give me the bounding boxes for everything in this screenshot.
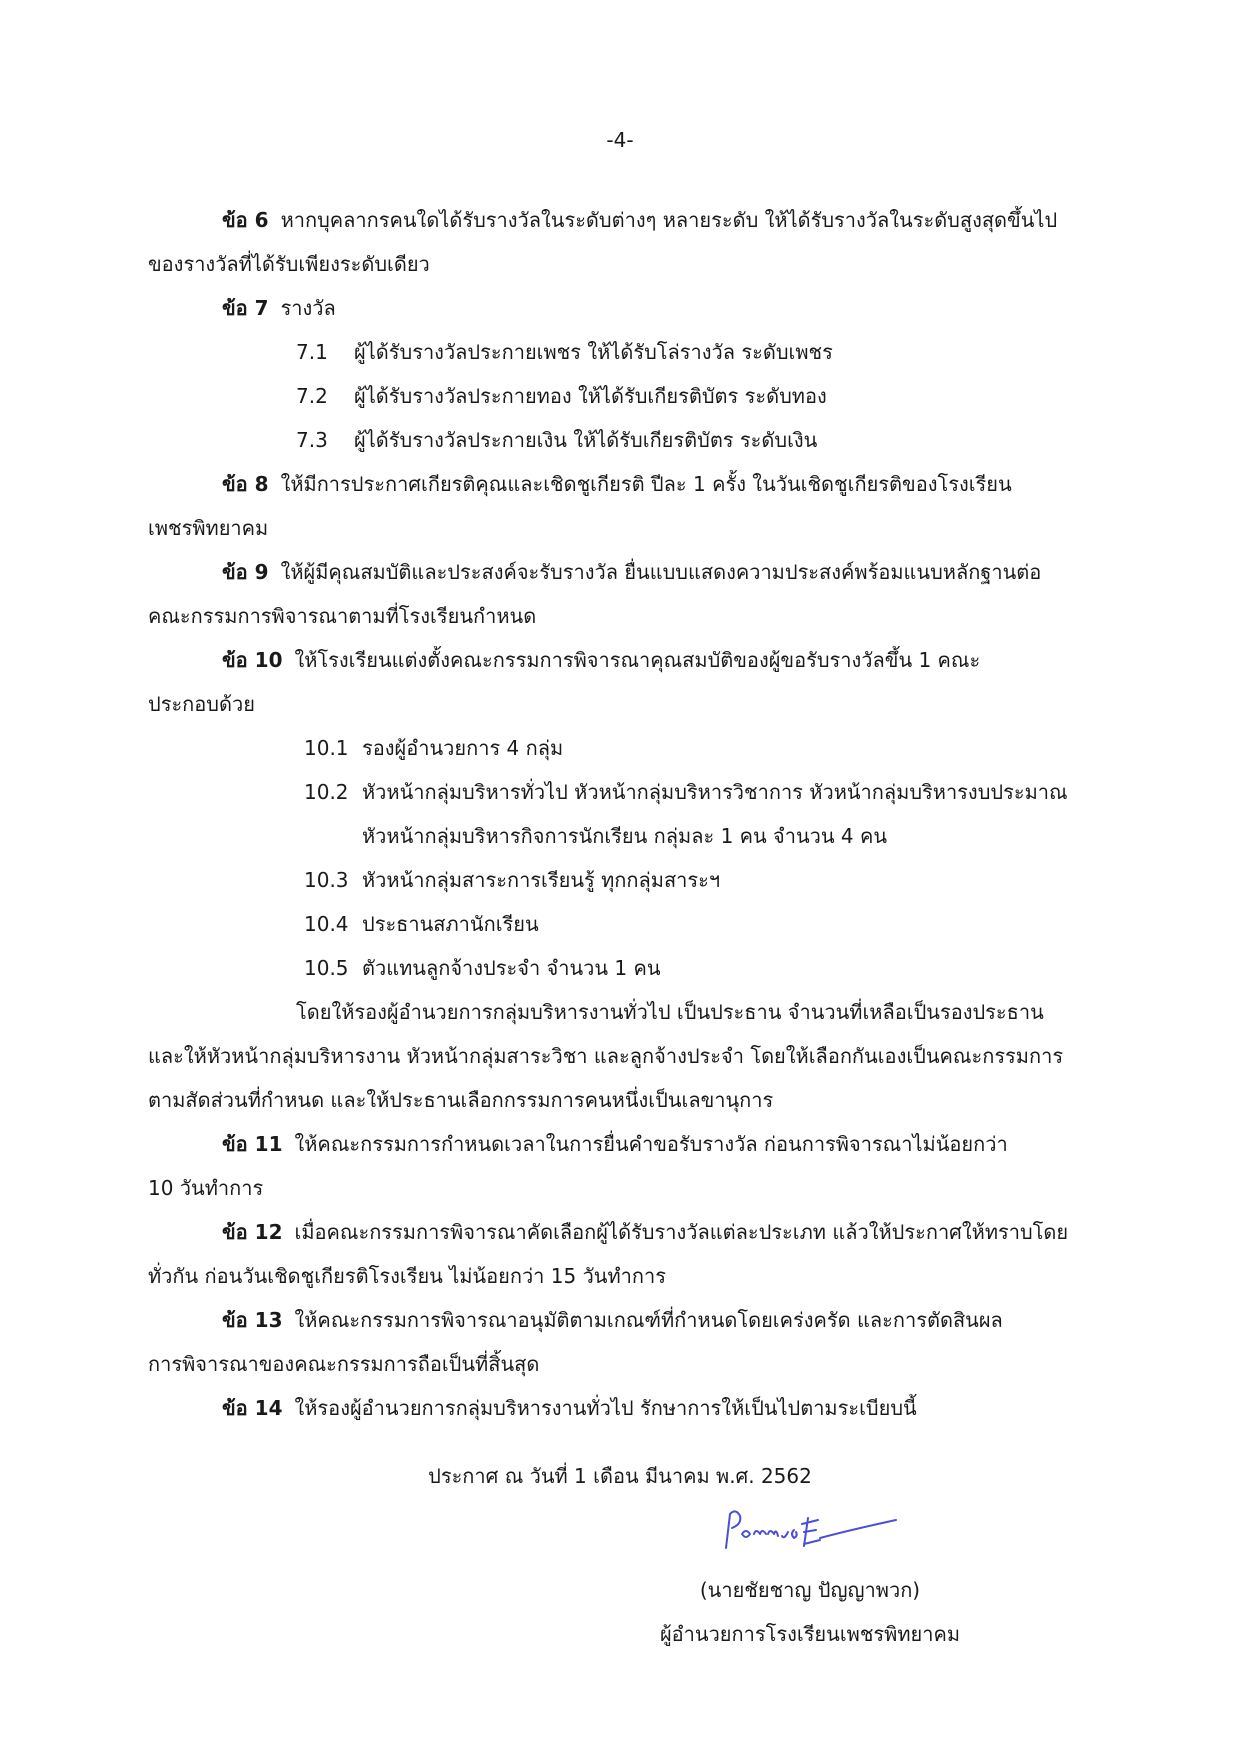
clause-14-text: ให้รองผู้อำนวยการกลุ่มบริหารงานทั่วไป รักษาการให้เป็นไปตามระเบียบนี้ (294, 1396, 917, 1420)
handwritten-signature (720, 1500, 900, 1560)
clause-7-number: ข้อ 7 (222, 296, 269, 320)
signer-name: (นายชัยชาญ ปัญญาพวก) (699, 1578, 921, 1602)
clause-8-text: ให้มีการประกาศเกียรติคุณและเชิดชูเกียรติ ปีละ 1 ครั้ง ในวันเชิดชูเกียรติของโรงเรียน (280, 472, 1012, 496)
item-number: 7.3 (296, 428, 328, 452)
page-number: -4- (606, 128, 634, 152)
clause-11-line-1 (222, 1130, 1008, 1158)
clause-8-number: ข้อ 8 (222, 472, 269, 496)
item-number: 10.3 (304, 868, 349, 892)
clause-10-text: ให้โรงเรียนแต่งตั้งคณะกรรมการพิจารณาคุณสมบัติของผู้ขอรับรางวัลขึ้น 1 คณะ (294, 648, 981, 672)
clause-10-number: ข้อ 10 (222, 648, 283, 672)
item-text: หัวหน้ากลุ่มสาระการเรียนรู้ ทุกกลุ่มสาระฯ (362, 868, 721, 892)
signer-title: ผู้อำนวยการโรงเรียนเพชรพิทยาคม (659, 1622, 961, 1646)
item-text: ประธานสภานักเรียน (362, 912, 539, 936)
clause-7-item-2 (296, 382, 827, 410)
clause-13-text: ให้คณะกรรมการพิจารณาอนุมัติตามเกณฑ์ที่กำหนดโดยเคร่งครัด และการตัดสินผล (294, 1308, 1003, 1332)
item-number: 10.1 (304, 736, 349, 760)
item-text: ผู้ได้รับรางวัลประกายเพชร ให้ได้รับโล่รางวัล ระดับเพชร (354, 340, 833, 364)
item-text: หัวหน้ากลุ่มบริหารกิจการนักเรียน กลุ่มละ 1 คน จำนวน 4 คน (362, 824, 888, 848)
clause-7-line-1 (222, 294, 336, 322)
clause-13-line-2: การพิจารณาของคณะกรรมการถือเป็นที่สิ้นสุด (148, 1352, 540, 1376)
item-text: ตัวแทนลูกจ้างประจำ จำนวน 1 คน (362, 956, 661, 980)
clause-13-number: ข้อ 13 (222, 1308, 283, 1332)
clause-11-number: ข้อ 11 (222, 1132, 283, 1156)
clause-12-number: ข้อ 12 (222, 1220, 283, 1244)
clause-9-number: ข้อ 9 (222, 560, 269, 584)
clause-10-item-4 (304, 910, 539, 938)
clause-9-text: ให้ผู้มีคุณสมบัติและประสงค์จะรับรางวัล ยื่นแบบแสดงความประสงค์พร้อมแนบหลักฐานต่อ (280, 560, 1042, 584)
clause-10-item-1 (304, 734, 563, 762)
clause-10-item-2-cont (304, 822, 887, 850)
clause-6-text: หากบุคลากรคนใดได้รับรางวัลในระดับต่างๆ หลายระดับ ให้ได้รับรางวัลในระดับสูงสุดขึ้นไป (280, 208, 1058, 232)
clause-10-paragraph-line-3: ตามสัดส่วนที่กำหนด และให้ประธานเลือกกรรมการคนหนึ่งเป็นเลขานุการ (148, 1088, 774, 1112)
clause-7-item-1 (296, 338, 833, 366)
item-number: 7.2 (296, 384, 328, 408)
clause-10-item-2 (304, 778, 1068, 806)
clause-14-line-1 (222, 1394, 917, 1422)
item-text: ผู้ได้รับรางวัลประกายเงิน ให้ได้รับเกียรติบัตร ระดับเงิน (354, 428, 818, 452)
clause-8-line-2: เพชรพิทยาคม (148, 516, 269, 540)
clause-6-line-2: ของรางวัลที่ได้รับเพียงระดับเดียว (148, 252, 430, 276)
clause-9-line-2: คณะกรรมการพิจารณาตามที่โรงเรียนกำหนด (148, 604, 537, 628)
clause-7-text: รางวัล (280, 296, 336, 320)
clause-12-line-2: ทั่วกัน ก่อนวันเชิดชูเกียรติโรงเรียน ไม่น้อยกว่า 15 วันทำการ (148, 1264, 666, 1288)
clause-10-paragraph-line-2: และให้หัวหน้ากลุ่มบริหารงาน หัวหน้ากลุ่มสาระวิชา และลูกจ้างประจำ โดยให้เลือกกันเองเป็นคณะกรรมการ (148, 1044, 1064, 1068)
item-text: รองผู้อำนวยการ 4 กลุ่ม (362, 736, 564, 760)
clause-14-number: ข้อ 14 (222, 1396, 283, 1420)
clause-6-line-1 (222, 206, 1057, 234)
item-text: หัวหน้ากลุ่มบริหารทั่วไป หัวหน้ากลุ่มบริหารวิชาการ หัวหน้ากลุ่มบริหารงบประมาณ (362, 780, 1068, 804)
clause-7-item-3 (296, 426, 817, 454)
clause-11-line-2: 10 วันทำการ (148, 1176, 264, 1200)
item-number: 10.4 (304, 912, 349, 936)
clause-12-text: เมื่อคณะกรรมการพิจารณาคัดเลือกผู้ได้รับรางวัลแต่ละประเภท แล้วให้ประกาศให้ทราบโดย (294, 1220, 1069, 1244)
clause-10-paragraph-line-1: โดยให้รองผู้อำนวยการกลุ่มบริหารงานทั่วไป เป็นประธาน จำนวนที่เหลือเป็นรองประธาน (296, 1000, 1044, 1024)
clause-11-text: ให้คณะกรรมการกำหนดเวลาในการยื่นคำขอรับรางวัล ก่อนการพิจารณาไม่น้อยกว่า (294, 1132, 1008, 1156)
clause-10-line-2: ประกอบด้วย (148, 692, 255, 716)
clause-13-line-1 (222, 1306, 1003, 1334)
clause-10-line-1 (222, 646, 980, 674)
item-text: ผู้ได้รับรางวัลประกายทอง ให้ได้รับเกียรติบัตร ระดับทอง (354, 384, 827, 408)
signature-strokes (726, 1511, 896, 1548)
clause-10-item-5 (304, 954, 661, 982)
clause-9-line-1 (222, 558, 1041, 586)
announcement-date: ประกาศ ณ วันที่ 1 เดือน มีนาคม พ.ศ. 2562 (428, 1464, 812, 1488)
item-number: 10.5 (304, 956, 349, 980)
item-number: 10.2 (304, 780, 349, 804)
clause-6-number: ข้อ 6 (222, 208, 269, 232)
clause-8-line-1 (222, 470, 1012, 498)
item-number: 7.1 (296, 340, 328, 364)
clause-10-item-3 (304, 866, 720, 894)
clause-12-line-1 (222, 1218, 1068, 1246)
